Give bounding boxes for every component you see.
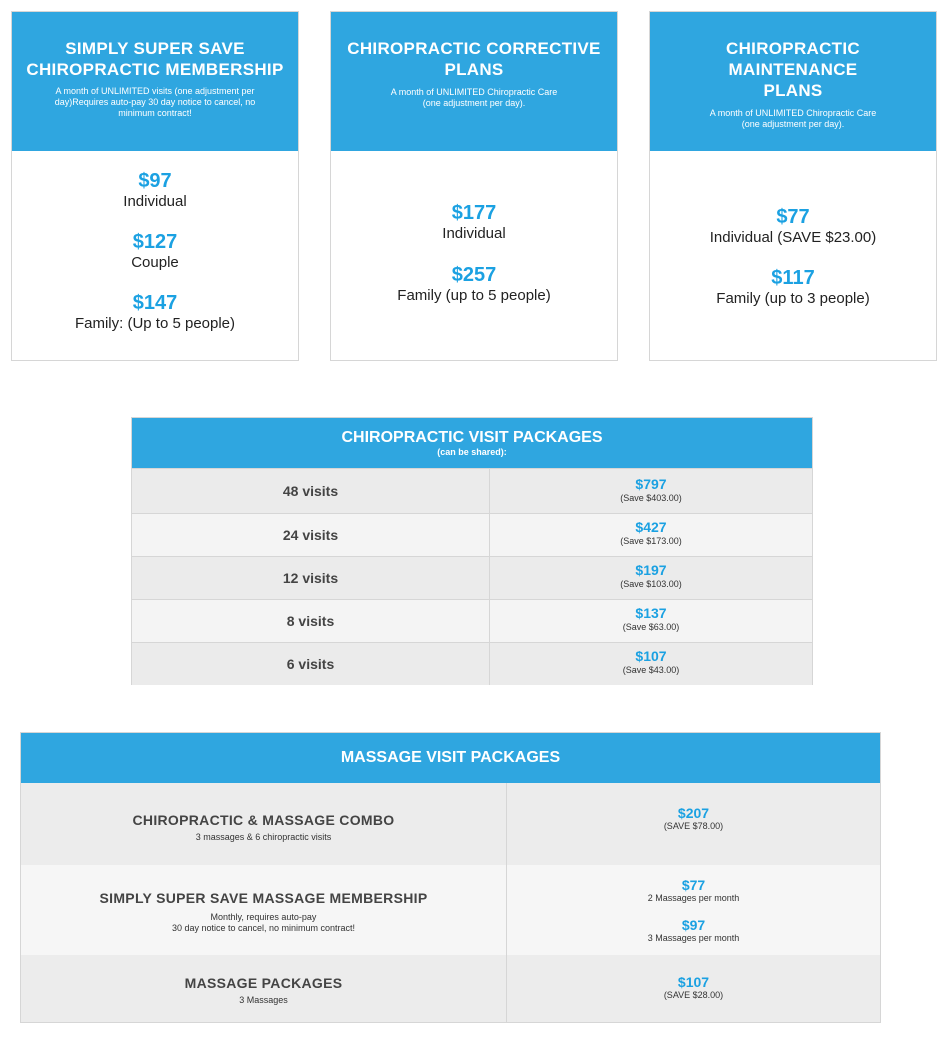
visit-price-cell [490,469,812,513]
price-label: Individual [123,193,187,210]
price: $147 [132,292,178,314]
card-prices [650,151,936,308]
price: $427 [635,519,667,535]
price: $177 [451,202,497,224]
card-title: CHIROPRACTIC MAINTENANCE PLANS [726,39,860,100]
table-row [132,642,812,685]
price-label: Couple [131,254,179,271]
price-label: Individual (SAVE $23.00) [709,229,877,246]
price: $97 [681,917,706,933]
table-title: MASSAGE VISIT PACKAGES [340,749,561,766]
price: $97 [138,170,172,192]
price-label: Family (up to 5 people) [397,287,551,304]
table-subtitle: (can be shared): [437,447,507,457]
package-cell [21,865,507,955]
visit-price-cell [490,557,812,599]
package-description: 3 massages & 6 chiropractic visits [195,832,332,842]
table-row [21,865,880,955]
price: $197 [635,562,667,578]
visit-packages-table [131,417,813,685]
visit-count: 6 visits [132,643,490,685]
price: $107 [677,974,710,990]
card-title: SIMPLY SUPER SAVE CHIROPRACTIC MEMBERSHIP [26,39,284,79]
savings: (Save $173.00) [620,536,682,546]
visit-price-cell [490,643,812,685]
table-row [132,468,812,513]
massage-packages-table [20,732,881,1023]
price: $137 [635,605,667,621]
card-description: A month of UNLIMITED Chiropractic Care (one adjustment per day). [709,108,877,129]
savings: (Save $63.00) [622,622,680,632]
card-description: A month of UNLIMITED visits (one adjustment per day)Requires auto-pay 30 day notice to cancel, no minimum contract! [54,86,256,118]
price-label: Individual [442,225,506,242]
package-name: MASSAGE PACKAGES [184,975,343,991]
savings: (SAVE $28.00) [663,990,724,1000]
package-cell [21,783,507,865]
price-cell [507,955,880,1022]
card-prices [12,151,298,333]
price: $257 [451,264,497,286]
package-name: SIMPLY SUPER SAVE MASSAGE MEMBERSHIP [99,890,428,906]
table-title: CHIROPRACTIC VISIT PACKAGES [341,429,603,446]
maintenance-plans-card [649,11,937,361]
card-header [650,12,936,151]
package-cell [21,955,507,1022]
visit-price-cell [490,600,812,642]
price-cell [507,783,880,865]
table-header [21,733,880,783]
table-row [132,599,812,642]
price-cell [507,865,880,955]
savings: (Save $403.00) [620,493,682,503]
corrective-plans-card [330,11,618,361]
card-header [331,12,617,151]
price-label: Family: (Up to 5 people) [74,315,236,332]
table-row [21,783,880,865]
visit-count: 48 visits [132,469,490,513]
price: $797 [635,476,667,492]
price: $107 [635,648,667,664]
membership-card [11,11,299,361]
visit-price-cell [490,514,812,556]
savings: (SAVE $78.00) [663,821,724,831]
package-name: CHIROPRACTIC & MASSAGE COMBO [132,812,395,828]
card-prices [331,151,617,305]
table-row [21,955,880,1022]
price: $207 [677,805,710,821]
visit-count: 12 visits [132,557,490,599]
visit-count: 24 visits [132,514,490,556]
table-row [132,513,812,556]
price-note: 2 Massages per month [647,893,740,903]
price: $77 [776,206,810,228]
card-title: CHIROPRACTIC CORRECTIVE PLANS [347,39,601,79]
visit-count: 8 visits [132,600,490,642]
table-header [132,418,812,468]
price: $77 [681,877,706,893]
savings: (Save $43.00) [622,665,680,675]
price-note: 3 Massages per month [647,933,740,943]
price: $127 [132,231,178,253]
card-header [12,12,298,151]
table-row [132,556,812,599]
package-description: 3 Massages [239,995,288,1005]
savings: (Save $103.00) [620,579,682,589]
package-description: Monthly, requires auto-pay 30 day notice to cancel, no minimum contract! [171,912,356,933]
card-description: A month of UNLIMITED Chiropractic Care (one adjustment per day). [390,87,558,108]
price-label: Family (up to 3 people) [716,290,870,307]
price: $117 [771,267,815,289]
